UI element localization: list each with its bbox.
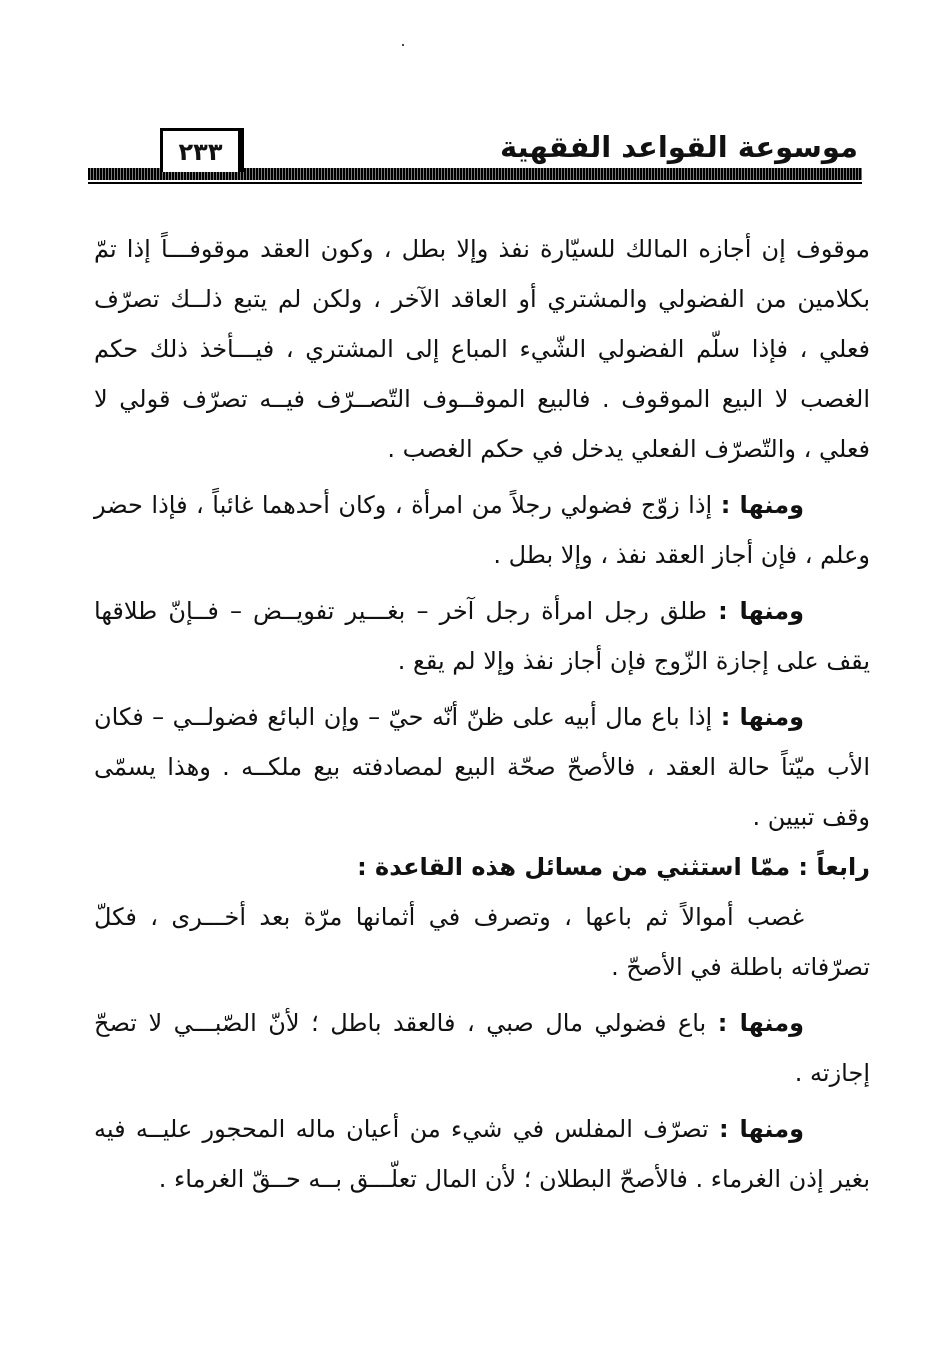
header-rule-thin (88, 182, 862, 184)
paragraph-lead: ومنها : (720, 703, 804, 731)
paragraph-3 (94, 586, 870, 686)
scan-speck (402, 44, 404, 46)
paragraph-text: باع فضولي مال صبي ، فالعقد باطل ؛ لأنّ الصّبـــي لا تصحّ إجازته . (94, 1009, 870, 1087)
body-text (94, 224, 870, 1204)
paragraph-text: إذا باع مال أبيه على ظنّ أنّه حيّ – وإن البائع فضولــي – فكان الأب ميّتاً حالة العقد ، فالأصحّ صحّة البيع لمصادفته بيع ملكــه . وهذا يسمّى وقف تبيين . (94, 703, 870, 831)
paragraph-2 (94, 480, 870, 580)
paragraph-text: تصرّف المفلس في شيء من أعيان ماله المحجور عليــه فيه بغير إذن الغرماء . فالأصحّ البطلان ؛ لأن المال تعلّـــق بــه حــقّ الغرماء . (94, 1115, 870, 1193)
page-number: ٢٣٣ (160, 128, 244, 172)
paragraph-4 (94, 692, 870, 842)
paragraph-lead: ومنها : (718, 597, 804, 625)
paragraph-5: غصب أموالاً ثم باعها ، وتصرف في أثمانها مرّة بعد أخـــرى ، فكلّ تصرّفاته باطلة في الأصحّ . (94, 903, 870, 981)
running-title: موسوعة القواعد الفقهية (500, 130, 858, 164)
paragraph-6 (94, 998, 870, 1098)
paragraph-text: إذا زوّج فضولي رجلاً من امرأة ، وكان أحدهما غائباً ، فإذا حضر وعلم ، فإن أجاز العقد نفذ ، وإلا بطل . (94, 491, 870, 569)
paragraph-1: موقوف إن أجازه المالك للسيّارة نفذ وإلا بطل ، وكون العقد موقوفـــاً إذا تمّ بكلامين من الفضولي والمشتري أو العاقد الآخر ، ولكن لم يتبع ذلــك تصرّف فعلي ، فإذا سلّم الفضولي الشّيء المباع إلى المشتري ، فيـــأخذ ذلك حكم الغصب لا البيع الموقوف . فالبيع الموقــوف التّصــرّف فيــه تصرّف قولي لا فعلي ، والتّصرّف الفعلي يدخل في حكم الغصب . (94, 235, 870, 463)
paragraph-7 (94, 1104, 870, 1204)
paragraph-lead: ومنها : (720, 491, 804, 519)
paragraph-lead: ومنها : (717, 1009, 805, 1037)
paragraph-lead: ومنها : (718, 1115, 804, 1143)
paragraph-text: طلق رجل امرأة رجل آخر – بغـــير تفويــض – فــإنّ طلاقها يقف على إجازة الزّوج فإن أجاز نفذ وإلا لم يقع . (94, 597, 870, 675)
page-header (88, 128, 862, 184)
section-heading: رابعاً : ممّا استثني من مسائل هذه القاعدة : (357, 853, 870, 881)
